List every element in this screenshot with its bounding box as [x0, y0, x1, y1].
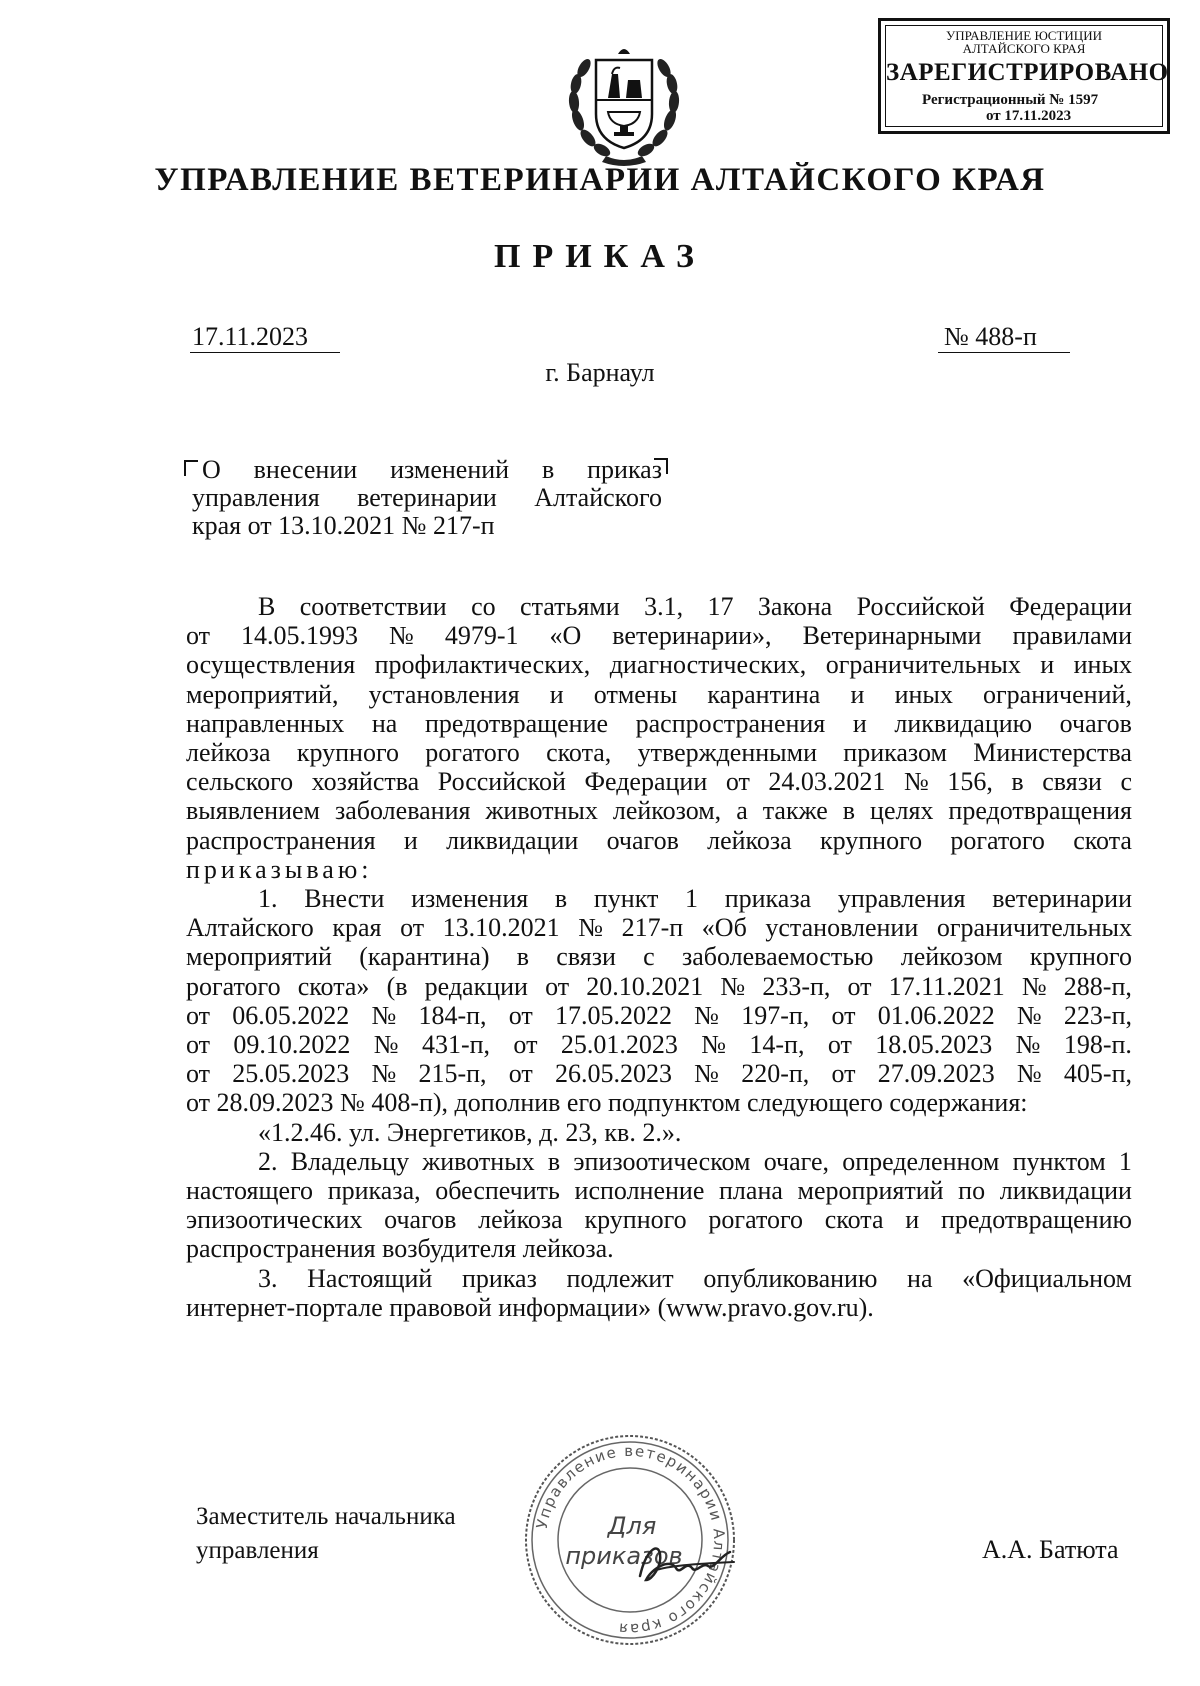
body-word: от [847, 971, 872, 1001]
body-word: на [907, 1263, 933, 1293]
body-word: (в [386, 971, 408, 1001]
body-word: пункт [593, 884, 659, 914]
body-line [186, 913, 1132, 942]
body-word: в [516, 942, 530, 972]
body-word: № [1015, 1030, 1041, 1060]
body-word: связи [1042, 767, 1102, 797]
body-word: опубликованию [703, 1263, 878, 1293]
body-word: от [513, 1030, 538, 1060]
body-word: профилактических, [374, 650, 591, 680]
body-word: очаге, [763, 1146, 829, 1176]
body-word: рогатого [425, 738, 520, 768]
body-word: от [827, 1030, 852, 1060]
body-word: и [850, 679, 865, 709]
body-word: по [958, 1176, 986, 1206]
body-word: в [554, 884, 568, 914]
body-word: В [258, 592, 276, 621]
body-word: с [643, 942, 655, 972]
body-word: мероприятий [186, 942, 332, 972]
body-word: и [905, 1205, 920, 1235]
body-word: целях [870, 796, 934, 826]
signer-position [196, 1500, 456, 1568]
coat-of-arms-emblem [566, 40, 682, 166]
body-word: от [725, 767, 750, 797]
body-word: сельского [186, 767, 294, 797]
registration-stamp [878, 18, 1170, 134]
body-word: № [1016, 1059, 1042, 1089]
body-word: 20.10.2021 [586, 971, 704, 1001]
subject-line-3: края от 13.10.2021 № 217-п [192, 511, 495, 540]
body-word: в [1011, 767, 1024, 797]
body-word: № [694, 1059, 719, 1089]
body-word: предотвращению [940, 1205, 1132, 1235]
body-word: «О [549, 621, 582, 651]
body-word: хозяйства [311, 767, 420, 797]
body-word: лейкозом, [612, 796, 722, 826]
body-word: 288-п, [1063, 971, 1132, 1001]
body-line [186, 621, 1132, 650]
body-word: животных [485, 796, 598, 826]
body-word: определенном [842, 1146, 1000, 1176]
body-word: скота [1073, 825, 1132, 855]
body-word: эпизоотических [186, 1205, 363, 1235]
body-word: ветеринарии», [612, 621, 772, 651]
body-word: № [701, 1030, 727, 1060]
body-word: 184-п, [418, 1000, 487, 1030]
body-word: 4979-1 [444, 621, 519, 651]
body-line [186, 972, 1132, 1001]
body-word: исполнение [574, 1176, 705, 1206]
body-word: скота» [297, 971, 370, 1001]
body-word: 01.06.2022 [877, 1000, 995, 1030]
body-word: от [545, 971, 570, 1001]
body-line [186, 650, 1132, 679]
body-word: Внести [304, 884, 385, 914]
body-word: от [186, 1030, 211, 1060]
body-word: распространения [186, 825, 376, 855]
subject-word: приказ [587, 455, 662, 484]
registration-authority-line1: УПРАВЛЕНИЕ ЮСТИЦИИ [946, 28, 1102, 43]
body-word: ликвидацию [894, 708, 1033, 738]
body-word: 17.11.2021 [888, 971, 1005, 1001]
body-word: также [762, 796, 828, 826]
body-word: 26.05.2023 [554, 1059, 672, 1089]
body-word: крупного [296, 738, 399, 768]
body-word: эпизоотическом [573, 1146, 751, 1176]
body-word: скота [824, 1205, 884, 1235]
body-word: № [578, 913, 604, 943]
body-word: связи [556, 942, 616, 972]
date-underline [190, 352, 340, 353]
body-word: 156, [947, 767, 993, 797]
body-word: правилами [1012, 621, 1132, 651]
body-word: подлежит [566, 1263, 674, 1293]
body-line [186, 680, 1132, 709]
body-word: и [852, 708, 867, 738]
body-word: 405-п, [1063, 1059, 1132, 1089]
body-word: 09.10.2022 [233, 1030, 351, 1060]
body-word: 18.05.2023 [875, 1030, 993, 1060]
body-word: 197-п, [741, 1000, 810, 1030]
body-word: от [186, 1059, 211, 1089]
body-word: карантина [707, 679, 821, 709]
body-word: и [403, 825, 418, 855]
body-word: скота, [546, 738, 612, 768]
body-word: «Официальном [962, 1263, 1132, 1293]
body-word: № [903, 767, 929, 797]
body-word: Алтайского [186, 913, 314, 943]
body-word: в [842, 796, 856, 826]
body-word: 1 [685, 884, 699, 914]
body-line: распространения возбудителя лейкоза. [186, 1234, 614, 1264]
body-line [186, 1176, 1132, 1205]
body-word: Российской [856, 592, 985, 621]
body-word: Владельцу [290, 1146, 410, 1176]
svg-text:Управление ветеринарии Алтайск [533, 1442, 728, 1638]
body-word: изменения [411, 884, 529, 914]
subject-word: О [202, 455, 221, 484]
body-word: от [508, 1059, 533, 1089]
subject-word: Алтайского [534, 483, 662, 512]
body-word: установления [368, 679, 520, 709]
registration-number: Регистрационный № 1597 [922, 92, 1099, 108]
body-line: приказываю: [186, 854, 373, 884]
body-line [186, 884, 1132, 913]
document-type-title: ПРИКАЗ [494, 238, 706, 275]
body-word: 14.05.1993 [241, 621, 359, 651]
body-word: № [389, 621, 414, 651]
body-line [186, 1001, 1132, 1030]
body-line [186, 826, 1132, 855]
body-line: интернет-портале правовой информации» (www.pravo.gov.ru). [186, 1292, 874, 1322]
body-word: 24.03.2021 [768, 767, 886, 797]
body-line [186, 1147, 1132, 1176]
body-word: края [332, 913, 382, 943]
body-word: лейкозом [900, 942, 1003, 972]
body-word: настоящего [186, 1176, 314, 1206]
body-word: от [831, 1000, 856, 1030]
body-word: «Об [701, 913, 747, 943]
body-word: от [186, 621, 211, 651]
body-word: очагов [606, 825, 679, 855]
body-line: от 28.09.2023 № 408-п), дополнив его подпунктом следующего содержания: [186, 1088, 1028, 1118]
body-word: ограничительных [936, 913, 1132, 943]
body-word: № [694, 1000, 719, 1030]
body-line [186, 738, 1132, 767]
body-line [186, 709, 1132, 738]
body-word: лейкоза [707, 825, 792, 855]
body-word: № [1021, 971, 1047, 1001]
body-word: направленных [186, 708, 345, 738]
body-line [186, 1030, 1132, 1059]
body-word: мероприятий [797, 1176, 944, 1206]
subject-word: внесении [253, 455, 358, 484]
signer-position-line2: управления [196, 1537, 319, 1564]
subject-line-1 [192, 456, 662, 484]
subject-word: в [541, 455, 555, 484]
body-word: очагов [1059, 708, 1132, 738]
body-word: 1. [258, 884, 278, 914]
signer-position-line1: Заместитель начальника [196, 1503, 456, 1530]
body-word: Министерства [973, 738, 1132, 768]
body-word: отмены [593, 679, 678, 709]
body-word: ликвидации [446, 825, 579, 855]
body-word: 217-п [621, 913, 684, 943]
body-word: крупного [1029, 942, 1132, 972]
body-word: плана [719, 1176, 783, 1206]
body-word: статьями [520, 592, 620, 621]
body-word: 13.10.2021 [442, 913, 560, 943]
number-underline [938, 352, 1070, 353]
body-word: приказа [724, 884, 812, 914]
seal-outer-text: Управление ветеринарии Алтайского края [532, 1441, 729, 1639]
subject-word: ветеринарии [357, 483, 497, 512]
subject-word: управления [192, 483, 320, 512]
subject-word: изменений [390, 455, 510, 484]
body-word: осуществления [186, 650, 356, 680]
seal-inner-line2: приказов [565, 1542, 683, 1570]
body-word: со [471, 592, 496, 621]
body-word: 215-п, [418, 1059, 487, 1089]
body-word: 3. [258, 1263, 278, 1293]
body-word: 14-п, [749, 1030, 805, 1060]
body-word: установлении [765, 913, 919, 943]
body-word: обеспечить [435, 1176, 560, 1206]
body-word: 17 [707, 592, 734, 621]
registration-authority-line2: АЛТАЙСКОГО КРАЯ [962, 41, 1086, 56]
body-line [186, 1205, 1132, 1234]
body-line [186, 1059, 1132, 1088]
round-seal [520, 1430, 740, 1650]
body-word: рогатого [950, 825, 1045, 855]
body-word: диагностических, [609, 650, 807, 680]
signer-name: А.А. Батюта [982, 1535, 1119, 1564]
body-word: управления [837, 884, 966, 914]
body-word: 223-п, [1063, 1000, 1132, 1030]
body-word: 25.05.2023 [232, 1059, 350, 1089]
body-word: Российской [437, 767, 566, 797]
body-word: предотвращение [424, 708, 609, 738]
body-word: 220-п, [741, 1059, 810, 1089]
body-word: иных [894, 679, 953, 709]
body-word: № [371, 1000, 397, 1030]
body-word: ограничений, [983, 679, 1132, 709]
body-word: приказа, [327, 1176, 421, 1206]
document-number: № 488-п [944, 322, 1037, 351]
body-word: ликвидации [999, 1176, 1132, 1206]
body-word: выявлением [186, 796, 320, 826]
body-word: от [186, 1000, 211, 1030]
body-word: 06.05.2022 [232, 1000, 350, 1030]
body-word: крупного [584, 1205, 687, 1235]
body-word: от [831, 1059, 856, 1089]
body-line: «1.2.46. ул. Энергетиков, д. 23, кв. 2.». [258, 1117, 682, 1147]
body-word: рогатого [186, 971, 281, 1001]
body-word: 27.09.2023 [877, 1059, 995, 1089]
body-word: редакции [424, 971, 528, 1001]
body-line [186, 1264, 1132, 1293]
body-word: в [547, 1146, 561, 1176]
body-word: 1 [1118, 1146, 1132, 1176]
body-line [186, 796, 1132, 825]
body-word: 3.1, [644, 592, 684, 621]
body-word: и [549, 679, 564, 709]
body-word: очагов [384, 1205, 457, 1235]
document-subject [192, 456, 662, 540]
body-line [186, 942, 1132, 971]
body-word: 233-п, [762, 971, 831, 1001]
body-word: соответствии [299, 592, 447, 621]
document-body [186, 592, 1132, 1322]
body-line [186, 767, 1132, 796]
body-word: а [736, 796, 748, 826]
body-word: № [373, 1030, 399, 1060]
body-word: ограничительных [825, 650, 1021, 680]
body-word: утвержденными [637, 738, 818, 768]
body-word: Федерации [1009, 592, 1132, 621]
body-word: 198-п. [1063, 1030, 1132, 1060]
seal-inner-line1: Для [607, 1512, 657, 1540]
body-word: животных [422, 1146, 535, 1176]
body-word: приказ [461, 1263, 537, 1293]
body-word: на [371, 708, 398, 738]
body-word: Настоящий [307, 1263, 433, 1293]
registration-status: ЗАРЕГИСТРИРОВАНО [886, 59, 1169, 86]
body-word: Федерации [584, 767, 708, 797]
body-word: от [400, 913, 425, 943]
body-word: рогатого [708, 1205, 803, 1235]
body-word: № [720, 971, 746, 1001]
body-word: с [1120, 767, 1132, 797]
body-word: № [1016, 1000, 1042, 1030]
body-line [186, 592, 1132, 621]
body-word: крупного [819, 825, 923, 855]
document-date: 17.11.2023 [192, 322, 309, 351]
body-word: № [371, 1059, 397, 1089]
registration-stamp-frame [885, 25, 1169, 127]
body-word: ветеринарии [992, 884, 1132, 914]
body-word: 431-п, [421, 1030, 491, 1060]
organization-title: УПРАВЛЕНИЕ ВЕТЕРИНАРИИ АЛТАЙСКОГО КРАЯ [154, 162, 1046, 198]
body-word: Ветеринарными [802, 621, 982, 651]
body-word: заболевания [334, 796, 471, 826]
body-word: лейкоза [186, 738, 271, 768]
body-word: и [1040, 650, 1055, 680]
subject-line-2 [192, 484, 662, 512]
body-word: лейкоза [478, 1205, 563, 1235]
body-word: от [508, 1000, 533, 1030]
body-word: заболеваемостью [681, 942, 874, 972]
body-word: 25.01.2023 [560, 1030, 678, 1060]
registration-date: от 17.11.2023 [986, 108, 1072, 124]
body-word: 17.05.2022 [554, 1000, 672, 1030]
body-word: (карантина) [359, 942, 490, 972]
body-word: приказом [843, 738, 947, 768]
body-word: мероприятий, [186, 679, 339, 709]
body-word: иных [1073, 650, 1132, 680]
body-word: 2. [258, 1146, 278, 1176]
body-word: распространения [635, 708, 826, 738]
body-word: Закона [757, 592, 833, 621]
body-word: пунктом [1012, 1146, 1106, 1176]
body-word: предотвращения [948, 796, 1132, 826]
document-city: г. Барнаул [545, 358, 655, 387]
